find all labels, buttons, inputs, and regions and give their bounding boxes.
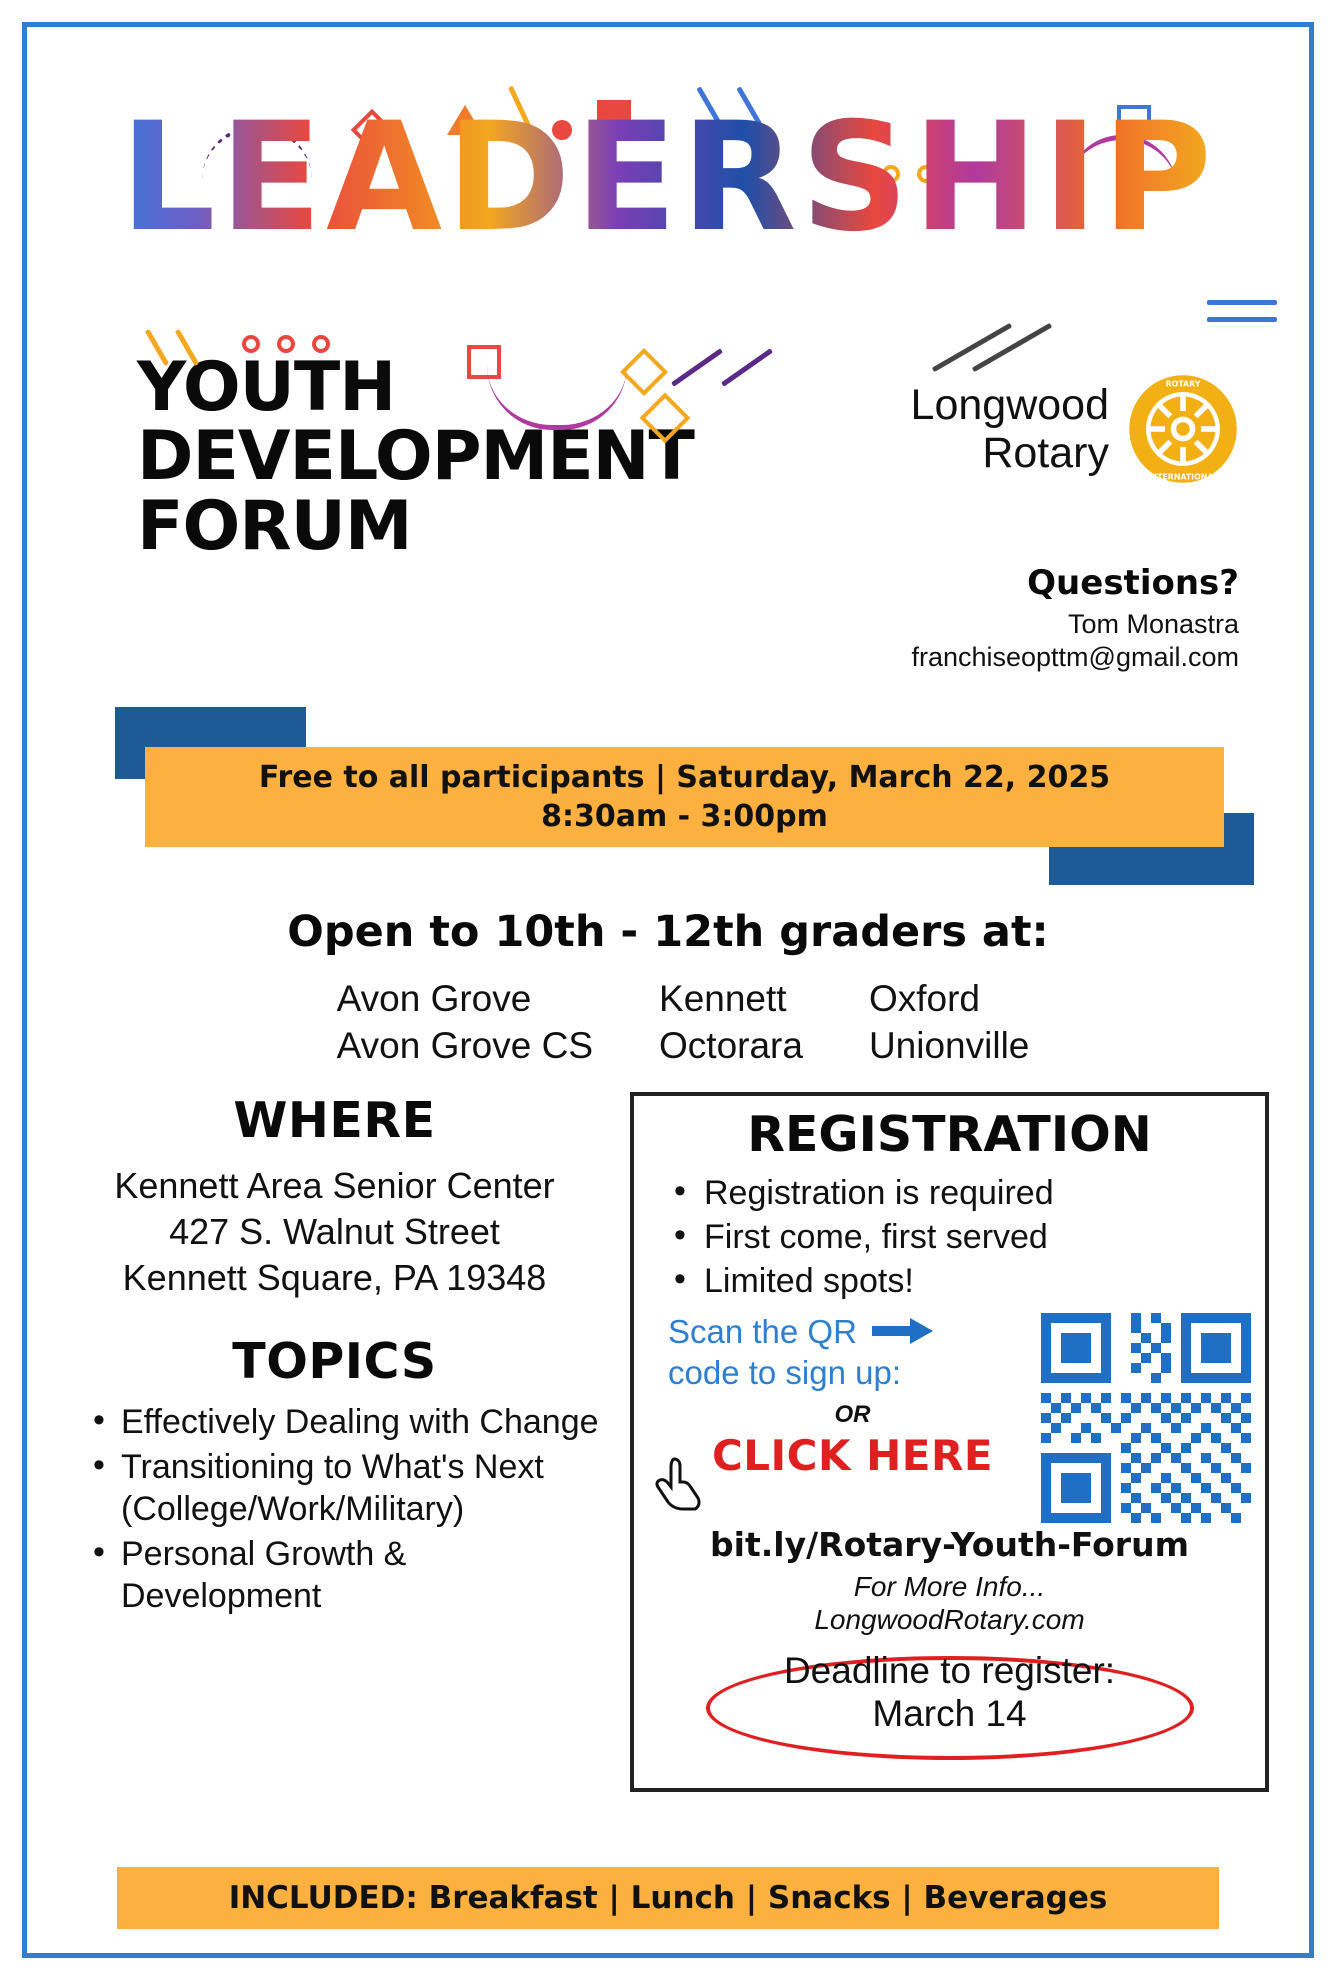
school-column-1: [337, 975, 593, 1070]
banner-main: [145, 747, 1224, 847]
left-column: [57, 1092, 612, 1622]
questions-heading: Questions?: [1027, 563, 1239, 603]
qr-instructions: [648, 1313, 1037, 1480]
qr-code-icon[interactable]: [1041, 1313, 1251, 1523]
list-item: • Registration is required: [674, 1171, 1251, 1215]
school-column-3: [869, 975, 1029, 1070]
topics-heading: TOPICS: [232, 1332, 437, 1390]
eligibility-heading: Open to 10th - 12th graders at:: [287, 907, 1049, 957]
school-item: Oxford: [868, 978, 980, 1019]
click-here-link[interactable]: [668, 1431, 1037, 1480]
org-block: [724, 373, 1239, 485]
topics-list: [57, 1402, 612, 1617]
deadline-block: [648, 1650, 1251, 1735]
deco-dot-1: [242, 335, 260, 353]
pointing-hand-icon: [654, 1455, 704, 1511]
org-name-line-1: Longwood: [910, 380, 1109, 429]
qr-row: [648, 1313, 1251, 1523]
address-line-3: Kennett Square, PA 19348: [122, 1256, 547, 1298]
registration-heading: REGISTRATION: [747, 1105, 1152, 1163]
scan-text: [668, 1313, 1037, 1393]
deco-dot-2: [277, 335, 295, 353]
org-name: [911, 381, 1109, 477]
rotary-wheel-icon: [1127, 373, 1239, 485]
address-line-2: 427 S. Walnut Street: [169, 1210, 500, 1252]
registration-box: [630, 1092, 1269, 1792]
school-item: Unionville: [868, 1025, 1030, 1067]
deadline-line-1: Deadline to register:: [783, 1650, 1116, 1692]
click-here-label: CLICK HERE: [711, 1430, 994, 1480]
org-and-questions: [694, 353, 1309, 673]
more-info-line-2[interactable]: LongwoodRotary.com: [814, 1604, 1085, 1636]
where-heading: WHERE: [233, 1091, 436, 1149]
leadership-wordart: [27, 45, 1309, 345]
title-line-1: YOUTH: [137, 348, 396, 427]
list-item: • Personal Growth & Development: [91, 1534, 612, 1617]
or-separator: OR: [834, 1400, 871, 1428]
questions-block: [724, 563, 1239, 673]
deadline-text: [648, 1650, 1251, 1735]
leadership-text: LEADERSHIP: [27, 103, 1309, 253]
body-columns: [27, 1092, 1309, 1792]
list-item: • Limited spots!: [674, 1259, 1251, 1303]
included-bar: [117, 1867, 1219, 1929]
school-item: Avon Grove: [336, 978, 532, 1019]
school-item: Avon Grove CS: [336, 1025, 594, 1067]
school-item: Octorara: [659, 1025, 803, 1067]
address-line-1: Kennett Area Senior Center: [114, 1164, 555, 1206]
deadline-line-2: March 14: [872, 1692, 1027, 1734]
poster-content: [27, 27, 1309, 1953]
title-line-2: DEVELOPMENT: [137, 417, 694, 497]
school-item: Kennett: [659, 978, 787, 1019]
more-info: [648, 1570, 1251, 1636]
list-item: • Transitioning to What's Next (College/Work/Military): [91, 1447, 612, 1530]
org-name-line-2: Rotary: [982, 429, 1109, 477]
list-item: • Effectively Dealing with Change: [91, 1402, 612, 1443]
banner-line-1: Free to all participants | Saturday, March 22, 2025: [258, 760, 1111, 795]
svg-text:INTERNATIONAL: INTERNATIONAL: [1147, 472, 1219, 482]
school-list: [27, 975, 1309, 1070]
included-text: INCLUDED: Breakfast | Lunch | Snacks | Beverages: [228, 1880, 1108, 1916]
deco-line-7: [1207, 317, 1277, 322]
banner-text: [239, 758, 1130, 836]
deco-line-6: [1207, 300, 1277, 305]
right-arrow-icon: [872, 1315, 934, 1354]
contact-email[interactable]: franchiseopttm@gmail.com: [911, 642, 1239, 672]
svg-text:ROTARY: ROTARY: [1165, 379, 1201, 389]
scan-line-1: Scan the QR: [668, 1313, 857, 1351]
deco-dot-3: [312, 335, 330, 353]
registration-bullets: [648, 1171, 1251, 1304]
poster-border: [22, 22, 1314, 1958]
where-address: [57, 1163, 612, 1301]
scan-line-2: code to sign up:: [668, 1354, 901, 1392]
banner-line-2: 8:30am - 3:00pm: [541, 799, 828, 834]
title-line-3: FORUM: [137, 486, 412, 566]
event-banner: [27, 707, 1309, 885]
contact-name: Tom Monastra: [1067, 609, 1239, 639]
short-link[interactable]: bit.ly/Rotary-Youth-Forum: [710, 1525, 1189, 1565]
school-column-2: [659, 975, 803, 1070]
list-item: • First come, first served: [674, 1215, 1251, 1259]
more-info-line-1: For More Info...: [853, 1571, 1046, 1603]
